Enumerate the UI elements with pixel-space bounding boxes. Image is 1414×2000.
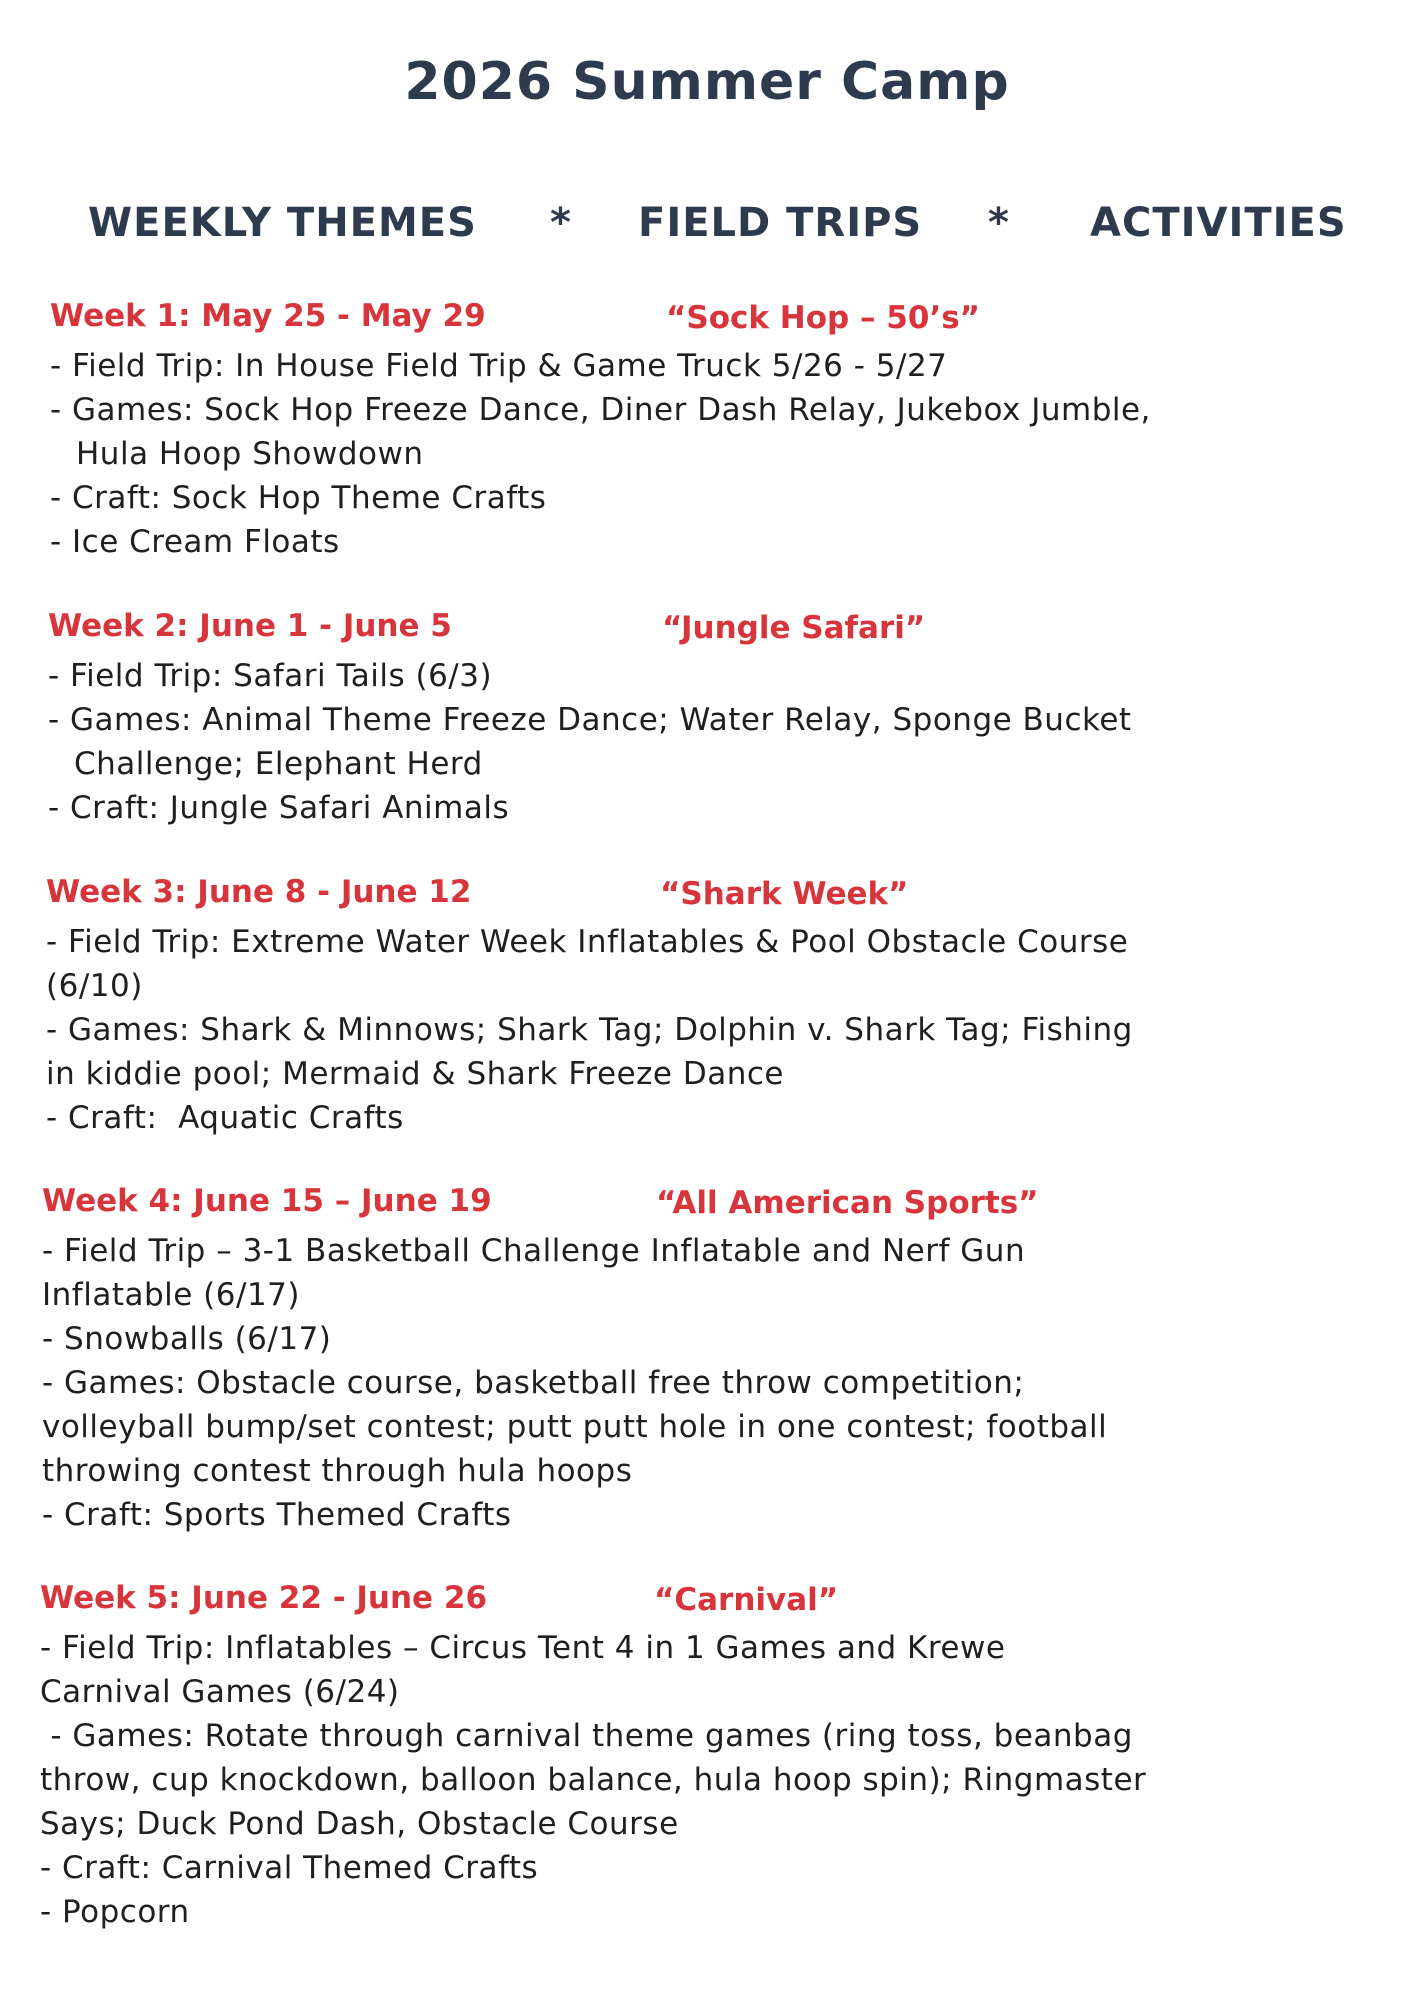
week-4-theme: “All American Sports”	[656, 1185, 1039, 1221]
week-2-craft: - Craft: Jungle Safari Animals	[48, 790, 510, 826]
week-2-details	[48, 654, 1378, 830]
week-4-games-continued-1: volleyball bump/set contest; putt putt hole in one contest; football	[42, 1409, 1108, 1445]
week-1-details	[50, 344, 1380, 564]
week-5-details	[40, 1626, 1370, 1934]
week-1-section	[50, 298, 1380, 564]
week-5-games: - Games: Rotate through carnival theme games (ring toss, beanbag	[40, 1718, 1133, 1754]
week-5-treat: - Popcorn	[40, 1894, 190, 1930]
week-2-games: - Games: Animal Theme Freeze Dance; Water Relay, Sponge Bucket	[48, 702, 1132, 738]
week-4-date-range: Week 4: June 15 – June 19	[42, 1183, 492, 1219]
week-2-date-range: Week 2: June 1 - June 5	[48, 608, 452, 644]
week-4-details	[42, 1229, 1372, 1537]
week-3-theme: “Shark Week”	[660, 876, 909, 912]
week-4-section	[42, 1183, 1372, 1537]
header-field-trips: FIELD TRIPS	[638, 200, 923, 246]
week-2-header	[48, 608, 1378, 654]
week-1-field-trip: - Field Trip: In House Field Trip & Game Truck 5/26 - 5/27	[50, 348, 948, 384]
week-1-date-range: Week 1: May 25 - May 29	[50, 298, 486, 334]
week-3-games: - Games: Shark & Minnows; Shark Tag; Dolphin v. Shark Tag; Fishing	[46, 1012, 1133, 1048]
week-5-field-trip-continued: Carnival Games (6/24)	[40, 1674, 400, 1710]
week-5-games-continued-2: Says; Duck Pond Dash, Obstacle Course	[40, 1806, 679, 1842]
week-4-header	[42, 1183, 1372, 1229]
week-3-games-continued: in kiddie pool; Mermaid & Shark Freeze Dance	[46, 1056, 784, 1092]
page-title: 2026 Summer Camp	[404, 52, 1010, 112]
week-4-snowballs: - Snowballs (6/17)	[42, 1321, 332, 1357]
week-1-craft: - Craft: Sock Hop Theme Crafts	[50, 480, 547, 516]
week-3-details	[46, 920, 1376, 1140]
header-separator-1: *	[550, 200, 571, 246]
header-weekly-themes: WEEKLY THEMES	[88, 200, 477, 246]
week-3-craft: - Craft: Aquatic Crafts	[46, 1100, 404, 1136]
week-1-treat: - Ice Cream Floats	[50, 524, 340, 560]
week-2-games-continued: Challenge; Elephant Herd	[74, 746, 483, 782]
header-separator-2: *	[988, 200, 1009, 246]
week-5-field-trip: - Field Trip: Inflatables – Circus Tent 4 in 1 Games and Krewe	[40, 1630, 1006, 1666]
week-3-section	[46, 874, 1376, 1140]
week-5-theme: “Carnival”	[654, 1582, 839, 1618]
week-1-games: - Games: Sock Hop Freeze Dance, Diner Dash Relay, Jukebox Jumble,	[50, 392, 1151, 428]
week-1-games-continued: Hula Hoop Showdown	[76, 436, 424, 472]
week-3-field-trip-continued: (6/10)	[46, 968, 143, 1004]
week-1-header	[50, 298, 1380, 344]
header-activities: ACTIVITIES	[1090, 200, 1347, 246]
week-4-games: - Games: Obstacle course, basketball free throw competition;	[42, 1365, 1025, 1401]
week-5-craft: - Craft: Carnival Themed Crafts	[40, 1850, 539, 1886]
week-2-field-trip: - Field Trip: Safari Tails (6/3)	[48, 658, 493, 694]
week-4-field-trip: - Field Trip – 3-1 Basketball Challenge Inflatable and Nerf Gun	[42, 1233, 1026, 1269]
week-2-theme: “Jungle Safari”	[662, 610, 926, 646]
week-5-header	[40, 1580, 1370, 1626]
week-1-theme: “Sock Hop – 50’s”	[666, 300, 981, 336]
week-3-date-range: Week 3: June 8 - June 12	[46, 874, 472, 910]
week-4-field-trip-continued: Inflatable (6/17)	[42, 1277, 300, 1313]
week-3-field-trip: - Field Trip: Extreme Water Week Inflatables & Pool Obstacle Course	[46, 924, 1129, 960]
week-5-section	[40, 1580, 1370, 1934]
week-2-section	[48, 608, 1378, 830]
week-5-date-range: Week 5: June 22 - June 26	[40, 1580, 488, 1616]
week-4-craft: - Craft: Sports Themed Crafts	[42, 1497, 512, 1533]
week-3-header	[46, 874, 1376, 920]
week-5-games-continued-1: throw, cup knockdown, balloon balance, hula hoop spin); Ringmaster	[40, 1762, 1147, 1798]
week-4-games-continued-2: throwing contest through hula hoops	[42, 1453, 633, 1489]
